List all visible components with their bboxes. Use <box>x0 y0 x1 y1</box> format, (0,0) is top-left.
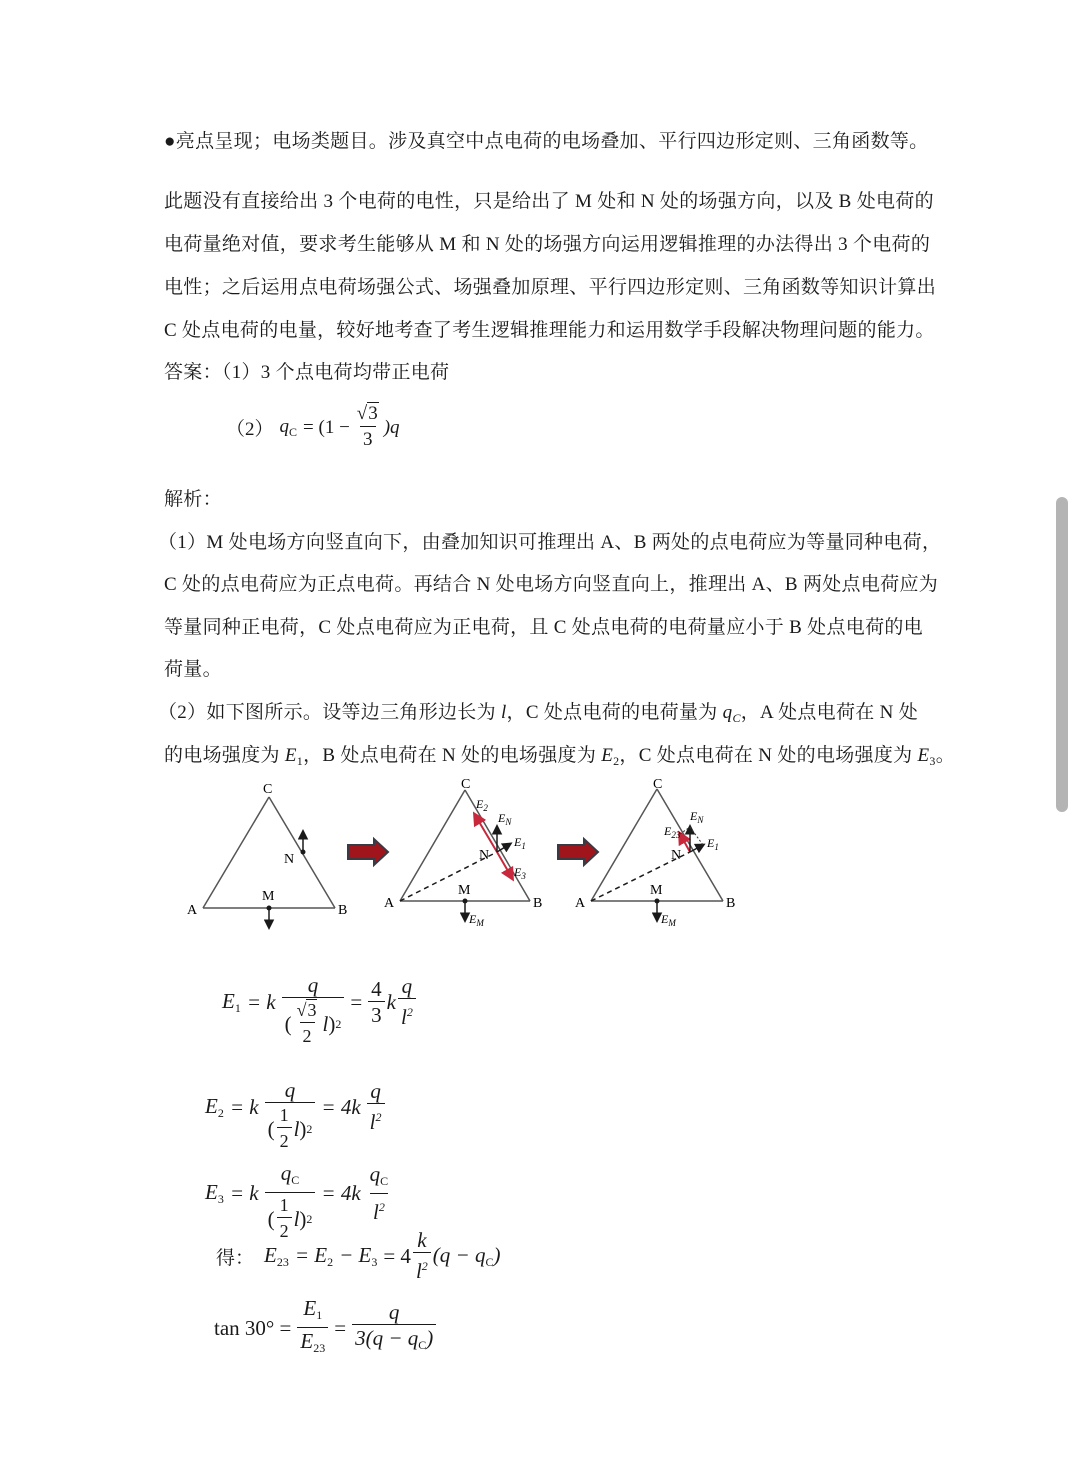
svg-text:B: B <box>338 903 348 918</box>
svg-text:N: N <box>671 848 682 863</box>
equation-e3: $E_3$ = k $q_C$ ( $\frac{1}{2}$ l ) 2 = 4k $\frac{q_C}{l^2}$ <box>205 1143 393 1244</box>
analysis-line: 荷量。 <box>164 659 222 680</box>
svg-text:M: M <box>262 889 275 904</box>
vertical-scrollbar[interactable] <box>1056 497 1068 812</box>
svg-text:E3: $E_3$ <box>514 865 526 881</box>
equation-e23: 得： $E_{23}$ = $E_2$ − $E_3$ = 4 $\frac{k}{l^2}$ $(q - q_C)$ <box>216 1228 501 1283</box>
analysis-line: C 处的点电荷应为正点电荷。再结合 N 处电场方向竖直向上，推理出 A、B 两处点电荷应为 <box>164 574 939 595</box>
svg-text:N: N <box>284 852 295 867</box>
svg-text:B: B <box>726 896 736 911</box>
highlight-line <box>164 126 928 153</box>
svg-text:A: A <box>384 896 395 911</box>
analysis-line: （1）M 处电场方向竖直向下，由叠加知识可推理出 A、B 两处的点电荷应为等量同种电荷， <box>158 532 942 553</box>
svg-text:E1: $E_1$ <box>707 836 719 852</box>
figure-panel-1 <box>187 782 466 927</box>
triangle-figure <box>170 775 770 955</box>
svg-text:M: M <box>650 883 663 898</box>
svg-text:C: C <box>263 782 273 797</box>
right-arrow-icon <box>558 839 598 865</box>
answer-part1: 答案：（1）3 个点电荷均带正电荷 <box>164 362 450 383</box>
svg-text:EM: $E_M$ <box>469 912 484 928</box>
svg-text:B: B <box>533 896 543 911</box>
analysis-part2-line2: 的电场强度为 $E_1$，B 处点电荷在 N 处的电场强度为 $E_2$，C 处点电荷在 N 处的电场强度为 $E_3$。 <box>164 745 956 768</box>
intro-line: 电荷量绝对值，要求考生能够从 M 和 N 处的场强方向运用逻辑推理的办法得出 3 个电荷的 <box>164 234 931 255</box>
sqrt3-over-3: $\frac{√3}{3}$ <box>354 402 382 453</box>
highlight-text: 亮点呈现；电场类题目。涉及真空中点电荷的电场叠加、平行四边形定则、三角函数等。 <box>175 131 929 152</box>
bullet-icon: ● <box>164 131 176 152</box>
equation-e2: $E_2$ = k q ( $\frac{1}{2}$ l ) 2 = 4k $\frac{q}{l^2}$ <box>205 1060 387 1154</box>
analysis-part2-line1: （2）如下图所示。设等边三角形边长为 l，C 处点电荷的电荷量为 $q_C$，A 处点电荷在 N 处 <box>158 702 918 725</box>
svg-text:A: A <box>575 896 586 911</box>
intro-line: 电性；之后运用点电荷场强公式、场强叠加原理、平行四边形定则、三角函数等知识计算出 <box>164 277 937 298</box>
svg-text:E1: $E_1$ <box>514 835 526 851</box>
right-arrow-icon <box>348 839 388 865</box>
answer-part2-formula: （2） $q_C$ = (1 − $\frac{√3}{3}$ )q <box>226 402 400 453</box>
svg-text:EN: $E_N$ <box>690 809 704 825</box>
equation-tan30: tan 30° = $\frac{E_1}{E_{23}}$ = $\frac{q}{3(q - q_C)}$ <box>214 1296 438 1361</box>
svg-text:EN: $E_N$ <box>498 811 512 827</box>
svg-text:E23: $E_{23}$ <box>664 824 681 840</box>
intro-line: 此题没有直接给出 3 个电荷的电性，只是给出了 M 处和 N 处的场强方向，以及 B 处电荷的 <box>164 191 934 212</box>
svg-text:C: C <box>461 777 471 792</box>
svg-text:E2: $E_2$ <box>476 797 488 813</box>
equation-e1: $E_1$ = k q ( $\frac{√3}{2}$ l ) 2 = $\frac{4}{3}$ k $\frac{q}{l^2}$ <box>222 955 418 1049</box>
analysis-title: 解析： <box>164 489 222 510</box>
analysis-line: 等量同种正电荷，C 处点电荷应为正电荷，且 C 处点电荷的电荷量应小于 B 处点电荷的电 <box>164 617 923 638</box>
intro-line: C 处点电荷的电量，较好地考查了考生逻辑推理能力和运用数学手段解决物理问题的能力。 <box>164 320 935 341</box>
svg-text:M: M <box>458 883 471 898</box>
figure-panel-2 <box>384 777 542 928</box>
svg-text:A: A <box>187 903 198 918</box>
figure-panel-3 <box>575 777 735 928</box>
svg-text:N: N <box>479 848 490 863</box>
svg-text:EM: $E_M$ <box>661 912 676 928</box>
svg-text:C: C <box>653 777 663 792</box>
